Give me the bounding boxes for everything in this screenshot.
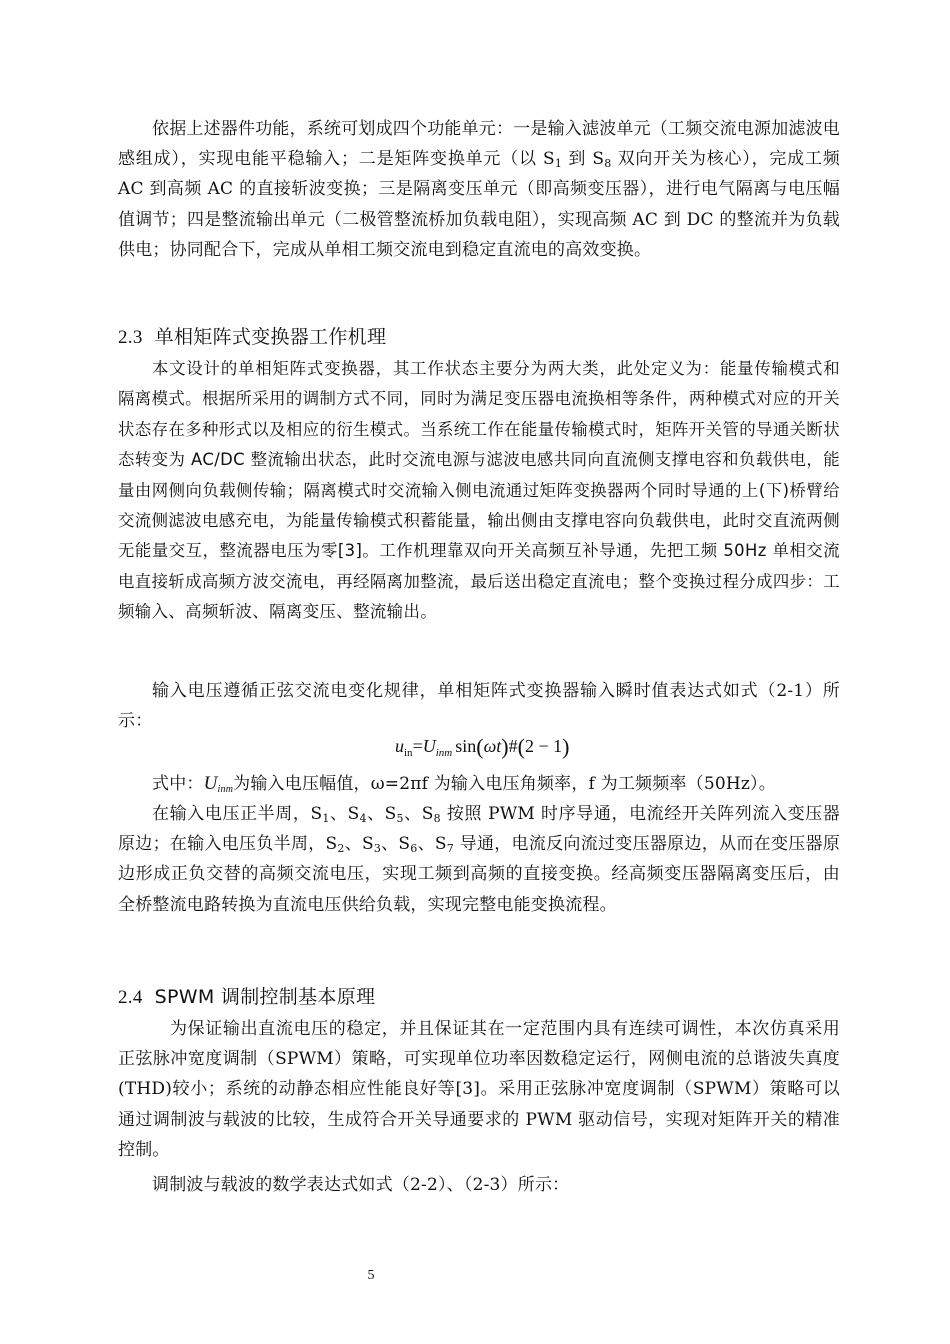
formula-subscript: in [404,747,413,759]
formula-number: 2 − 1 [524,736,563,756]
text-run: 依据上述器件功能，系统可划成四个功能单元：一是输入滤波单元（工频交流电源加滤波电感组成），实现电能平稳输入；二是矩阵变换单元（以 S [118,119,840,170]
formula-tag-marker: # [508,736,518,756]
paragraph-working-mechanism: 本文设计的单相矩阵式变换器，其工作状态主要分为两大类，此处定义为：能量传输模式和隔离模式。根据所采用的调制方式不同，同时为满足变压器电流换相等条件，两种模式对应的开关状态存在多种形式以及相应的衍生模式。当系统工作在能量传输模式时，矩阵开关管的导通关断状态转变为 AC/DC 整流输出状态，此时交流电源与滤波电感共同向直流侧支撑电容和负载供电，能量由网侧向负载侧传输；隔离模式时交流输入侧电流通过矩阵变换器两个同时导通的上(下)桥臂给交流侧滤波电感充电，为能量传输模式积蓄能量，输出侧由支撑电容向负载供电，此时交直流两侧无能量交互，整流器电压为零[3]。工作机理靠双向开关高频互补导通，先把工频 50Hz 单相交流电直接斩成高频方波交流电，再经隔离加整流，最后送出稳定直流电；整个变换过程分成四步：工频输入、高频斩波、隔离变压、整流输出。 [118,359,840,622]
section-number: 2.3 [118,327,143,348]
formula-paren: ( [476,734,484,759]
equation-2-1 [395,734,569,760]
section-heading-2-4 [118,982,375,1009]
text-run: 为输入电压幅值，ω=2πf 为输入电压角频率，f 为工频频率（50Hz）。 [233,774,776,794]
section-heading-2-3 [118,322,386,349]
paragraph-modulation-formula-intro: 调制波与载波的数学表达式如式（2-2）、（2-3）所示： [152,1175,570,1195]
page-number: 5 [367,1268,375,1283]
formula-subscript: inm [435,747,453,759]
text-run: 到 S [562,149,605,170]
section-number: 2.4 [118,987,143,1008]
paragraph-input-voltage: 输入电压遵循正弦交流电变化规律，单相矩阵式变换器输入瞬时值表达式如式（2-1）所示： [118,681,840,732]
formula-paren: ) [562,734,570,759]
formula-paren: ) [501,734,509,759]
subscript: 8 [604,157,612,171]
subscript: 1 [554,157,563,171]
section-title: 单相矩阵式变换器工作机理 [154,326,387,348]
paragraph-functional-units [118,114,840,265]
formula-symbol: u [395,736,404,756]
formula-symbol: U [422,736,436,756]
paragraph-spwm-principle: 为保证输出直流电压的稳定，并且保证其在一定范围内具有连续可调性，本次仿真采用正弦脉冲宽度调制（SPWM）策略，可实现单位功率因数稳定运行，网侧电流的总谐波失真度(THD)较小；系统的动静态相应性能良好等[3]。采用正弦脉冲宽度调制（SPWM）策略可以通过调制波与载波的比较，生成符合开关导通要求的 PWM 驱动信号，实现对矩阵开关的精准控制。 [118,1019,840,1160]
section-title: SPWM 调制控制基本原理 [154,986,376,1008]
text-run: 式中： [152,774,204,794]
formula-argument: ωt [483,736,502,756]
text-run: 双向开关为核心），完成工频 AC 到高频 AC 的直接斩波变换；三是隔离变压单元（即高频变压器），进行电气隔离与电压幅值调节；四是整流输出单元（二极管整流桥加负载电阻），实现高频 AC 到 DC 的整流并为负载供电；协同配合下，完成从单相工频交流电到稳定直流电的高效变换。 [118,149,840,260]
formula-paren: ( [517,734,525,759]
formula-function: sin [455,736,477,756]
paragraph-switching-sequence: 在输入电压正半周，$S_1$、$S_4$、$S_5$、$S_8$ 按照 PWM 时序导通，电流经开关阵列流入变压器原边；在输入电压负半周，$S_2$、$S_3$、$S_6$、$S_7$ 导通，电流反向流过变压器原边，从而在变压器原边形成正负交替的高频交流电压，实现工频到高频的直接变换。经高频变压器隔离变压后，由全桥整流电路转换为直流电压供给负载，实现完整电能变换流程。 [118,804,841,915]
paragraph-symbol-definitions [118,769,840,799]
formula-symbol: $U_{inm}$ [203,773,234,795]
formula-operator: = [412,736,423,756]
